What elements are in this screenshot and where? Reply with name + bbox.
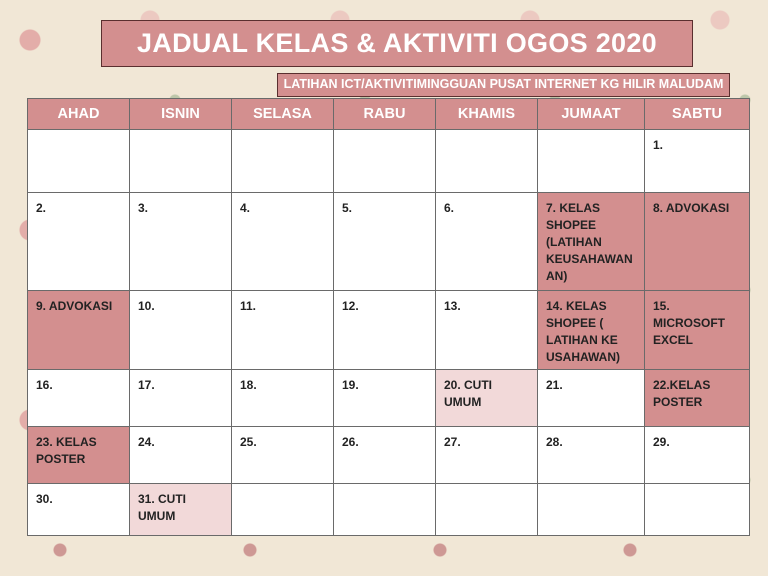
calendar-day-cell [28, 484, 130, 536]
calendar-day-cell [645, 484, 750, 536]
calendar-day-cell [645, 193, 750, 291]
calendar-day-cell [538, 484, 645, 536]
day-entry: 25. [240, 435, 257, 449]
day-entry: 23. KELAS POSTER [36, 435, 97, 466]
calendar-day-cell [28, 291, 130, 370]
calendar-day-cell [436, 130, 538, 193]
day-entry: 1. [653, 138, 664, 152]
day-header-ahad: AHAD [28, 99, 130, 130]
day-entry [334, 484, 435, 491]
page-title: JADUAL KELAS & AKTIVITI OGOS 2020 [101, 20, 693, 67]
day-header-selasa: SELASA [232, 99, 334, 130]
calendar-day-cell [436, 370, 538, 427]
calendar-day-cell [436, 193, 538, 291]
day-entry: 9. ADVOKASI [36, 299, 113, 313]
day-entry [232, 484, 333, 491]
day-entry: 6. [444, 201, 455, 215]
week-row [28, 291, 750, 370]
calendar-day-cell [28, 130, 130, 193]
day-entry [436, 130, 537, 137]
calendar-day-cell [232, 130, 334, 193]
day-entry [645, 484, 749, 491]
calendar-day-cell [130, 370, 232, 427]
week-row [28, 130, 750, 193]
day-header-jumaat: JUMAAT [538, 99, 645, 130]
calendar-table [27, 98, 750, 536]
day-entry: 28. [546, 435, 563, 449]
day-header-rabu: RABU [334, 99, 436, 130]
calendar-day-cell [334, 291, 436, 370]
calendar-day-cell [130, 484, 232, 536]
calendar-day-cell [645, 291, 750, 370]
calendar-day-cell [645, 427, 750, 484]
calendar-day-cell [232, 291, 334, 370]
calendar-day-cell [334, 193, 436, 291]
calendar-day-cell [232, 484, 334, 536]
calendar-day-cell [538, 427, 645, 484]
calendar-day-cell [538, 291, 645, 370]
day-entry: 3. [138, 201, 149, 215]
day-entry: 10. [138, 299, 155, 313]
day-entry [538, 484, 644, 491]
week-row [28, 370, 750, 427]
day-header-row [28, 99, 750, 130]
week-row [28, 193, 750, 291]
week-row [28, 484, 750, 536]
day-entry [334, 130, 435, 137]
calendar-day-cell [436, 427, 538, 484]
day-entry: 22.KELAS POSTER [653, 378, 711, 409]
calendar-day-cell [130, 130, 232, 193]
day-header-khamis: KHAMIS [436, 99, 538, 130]
day-entry: 30. [36, 492, 53, 506]
day-entry: 17. [138, 378, 155, 392]
calendar-day-cell [28, 427, 130, 484]
day-entry [130, 130, 231, 137]
day-entry: 21. [546, 378, 563, 392]
calendar-day-cell [538, 130, 645, 193]
calendar-day-cell [334, 370, 436, 427]
day-entry: 26. [342, 435, 359, 449]
day-entry: 19. [342, 378, 359, 392]
day-entry: 5. [342, 201, 353, 215]
calendar-day-cell [130, 427, 232, 484]
calendar-day-cell [436, 291, 538, 370]
calendar-day-cell [538, 193, 645, 291]
calendar-body [28, 130, 750, 536]
day-entry [436, 484, 537, 491]
week-row [28, 427, 750, 484]
day-entry: 4. [240, 201, 251, 215]
day-entry: 7. KELAS SHOPEE (LATIHAN KEUSAHAWAN AN) [546, 201, 633, 283]
calendar-day-cell [538, 370, 645, 427]
day-header-isnin: ISNIN [130, 99, 232, 130]
day-entry: 18. [240, 378, 257, 392]
calendar-day-cell [334, 484, 436, 536]
calendar-day-cell [334, 130, 436, 193]
calendar-day-cell [130, 193, 232, 291]
day-entry: 31. CUTI UMUM [138, 492, 187, 523]
calendar-day-cell [436, 484, 538, 536]
day-entry: 12. [342, 299, 359, 313]
calendar-day-cell [232, 427, 334, 484]
day-header-sabtu: SABTU [645, 99, 750, 130]
day-entry: 13. [444, 299, 461, 313]
day-entry [232, 130, 333, 137]
day-entry: 2. [36, 201, 47, 215]
day-entry: 16. [36, 378, 53, 392]
calendar-day-cell [28, 370, 130, 427]
day-entry: 14. KELAS SHOPEE ( LATIHAN KE USAHAWAN) [546, 299, 620, 364]
calendar-day-cell [130, 291, 232, 370]
day-entry: 20. CUTI UMUM [444, 378, 493, 409]
calendar-day-cell [645, 370, 750, 427]
day-entry: 24. [138, 435, 155, 449]
calendar-day-cell [232, 193, 334, 291]
calendar-day-cell [28, 193, 130, 291]
day-entry: 11. [240, 299, 257, 313]
calendar-day-cell [645, 130, 750, 193]
day-entry: 29. [653, 435, 670, 449]
calendar-day-cell [232, 370, 334, 427]
day-entry: 27. [444, 435, 461, 449]
day-entry [538, 130, 644, 137]
day-entry: 8. ADVOKASI [653, 201, 730, 215]
calendar-day-cell [334, 427, 436, 484]
day-entry [28, 130, 129, 137]
page-subtitle: LATIHAN ICT/AKTIVITIMINGGUAN PUSAT INTERNET KG HILIR MALUDAM [277, 73, 730, 97]
day-entry: 15. MICROSOFT EXCEL [653, 299, 725, 347]
